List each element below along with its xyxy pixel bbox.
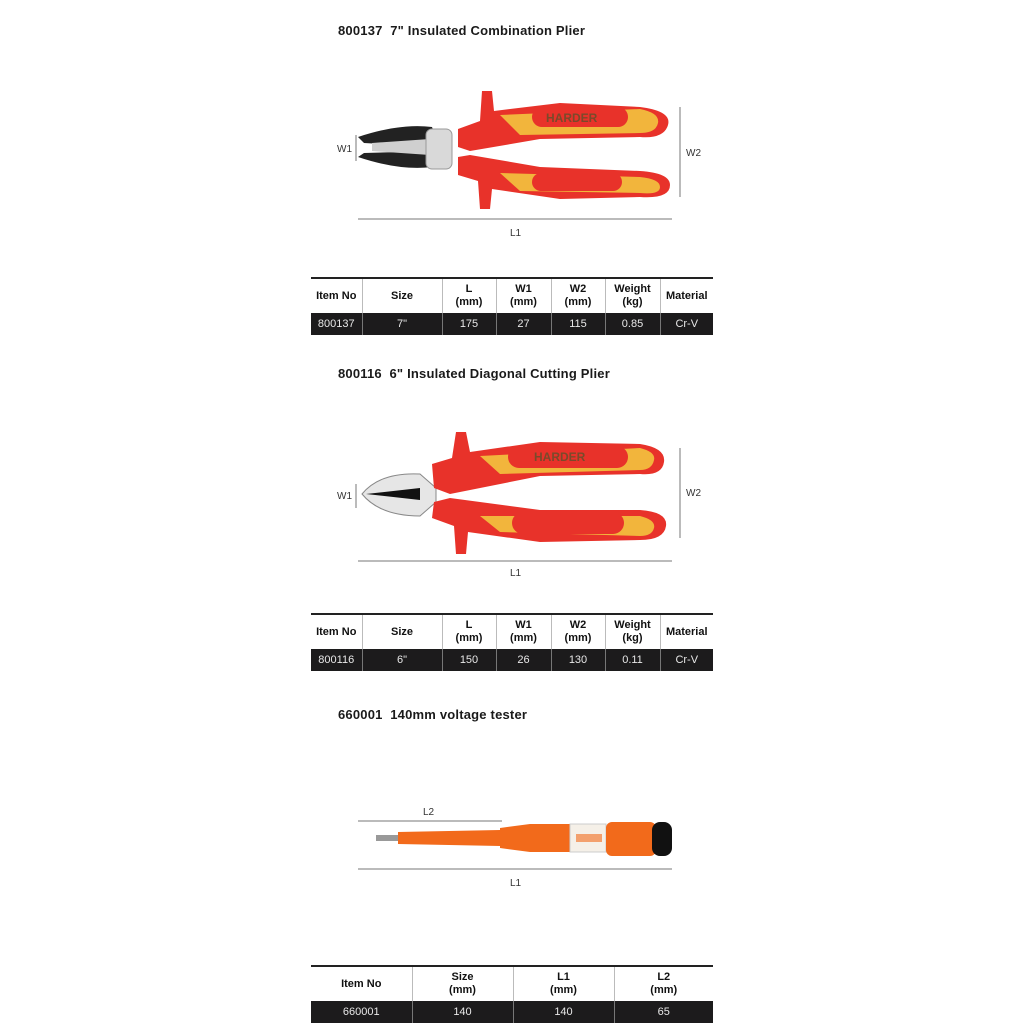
dim-l1-label: L1 xyxy=(510,568,522,579)
dim-w2-label: W2 xyxy=(686,488,701,499)
cell-length: 150 xyxy=(442,649,496,671)
product-title: 800137 7" Insulated Combination Plier xyxy=(338,23,586,38)
table-header-row xyxy=(311,966,713,1001)
header-size: Size xyxy=(362,614,442,649)
header-material: Material xyxy=(660,614,713,649)
cell-item-no: 800137 xyxy=(311,313,362,335)
cell-material: Cr-V xyxy=(660,649,713,671)
header-item-no: Item No xyxy=(316,289,357,302)
combination-plier-figure xyxy=(0,85,1024,245)
header-size: Size xyxy=(362,278,442,313)
cell-item-no: 660001 xyxy=(311,1001,412,1023)
cell-material: Cr-V xyxy=(660,313,713,335)
cell-weight: 0.11 xyxy=(605,649,660,671)
dim-w1-label: W1 xyxy=(337,491,352,502)
brand-logo: HARDER xyxy=(534,450,586,464)
cell-w2: 130 xyxy=(551,649,605,671)
header-l2: L2 (mm) xyxy=(614,966,713,1001)
header-l1: L1 (mm) xyxy=(513,966,614,1001)
voltage-tester-figure xyxy=(0,800,1024,900)
header-item-no: Item No xyxy=(316,625,357,638)
spec-table xyxy=(311,965,713,1023)
header-weight: Weight (kg) xyxy=(605,278,660,313)
table-row xyxy=(311,313,713,335)
product-title: 800116 6" Insulated Diagonal Cutting Plier xyxy=(338,366,610,381)
header-length: L (mm) xyxy=(442,278,496,313)
header-w2: W2 (mm) xyxy=(551,614,605,649)
cell-item-no: 800116 xyxy=(311,649,362,671)
spec-table xyxy=(311,277,713,335)
spec-table xyxy=(311,613,713,671)
cell-size: 140 xyxy=(412,1001,513,1023)
header-item-no: Item No xyxy=(341,977,382,990)
header-material: Material xyxy=(660,278,713,313)
dim-l1-label: L1 xyxy=(510,878,522,889)
header-weight: Weight (kg) xyxy=(605,614,660,649)
cell-l1: 140 xyxy=(513,1001,614,1023)
table-header-row xyxy=(311,278,713,313)
header-length: L (mm) xyxy=(442,614,496,649)
cell-w1: 26 xyxy=(496,649,551,671)
dim-w1-label: W1 xyxy=(337,144,352,155)
cell-weight: 0.85 xyxy=(605,313,660,335)
dim-w2-label: W2 xyxy=(686,148,701,159)
header-w2: W2 (mm) xyxy=(551,278,605,313)
table-header-row xyxy=(311,614,713,649)
cell-size: 6" xyxy=(362,649,442,671)
dim-l1-label: L1 xyxy=(510,228,522,239)
header-w1: W1 (mm) xyxy=(496,614,551,649)
header-size: Size (mm) xyxy=(412,966,513,1001)
header-w1: W1 (mm) xyxy=(496,278,551,313)
dim-l2-label: L2 xyxy=(423,807,435,818)
table-row xyxy=(311,1001,713,1023)
cell-w2: 115 xyxy=(551,313,605,335)
cell-length: 175 xyxy=(442,313,496,335)
diagonal-cutting-plier-figure xyxy=(0,428,1024,588)
product-title: 660001 140mm voltage tester xyxy=(338,707,528,722)
cell-size: 7" xyxy=(362,313,442,335)
cell-w1: 27 xyxy=(496,313,551,335)
table-row xyxy=(311,649,713,671)
brand-logo: HARDER xyxy=(546,111,598,125)
cell-l2: 65 xyxy=(614,1001,713,1023)
